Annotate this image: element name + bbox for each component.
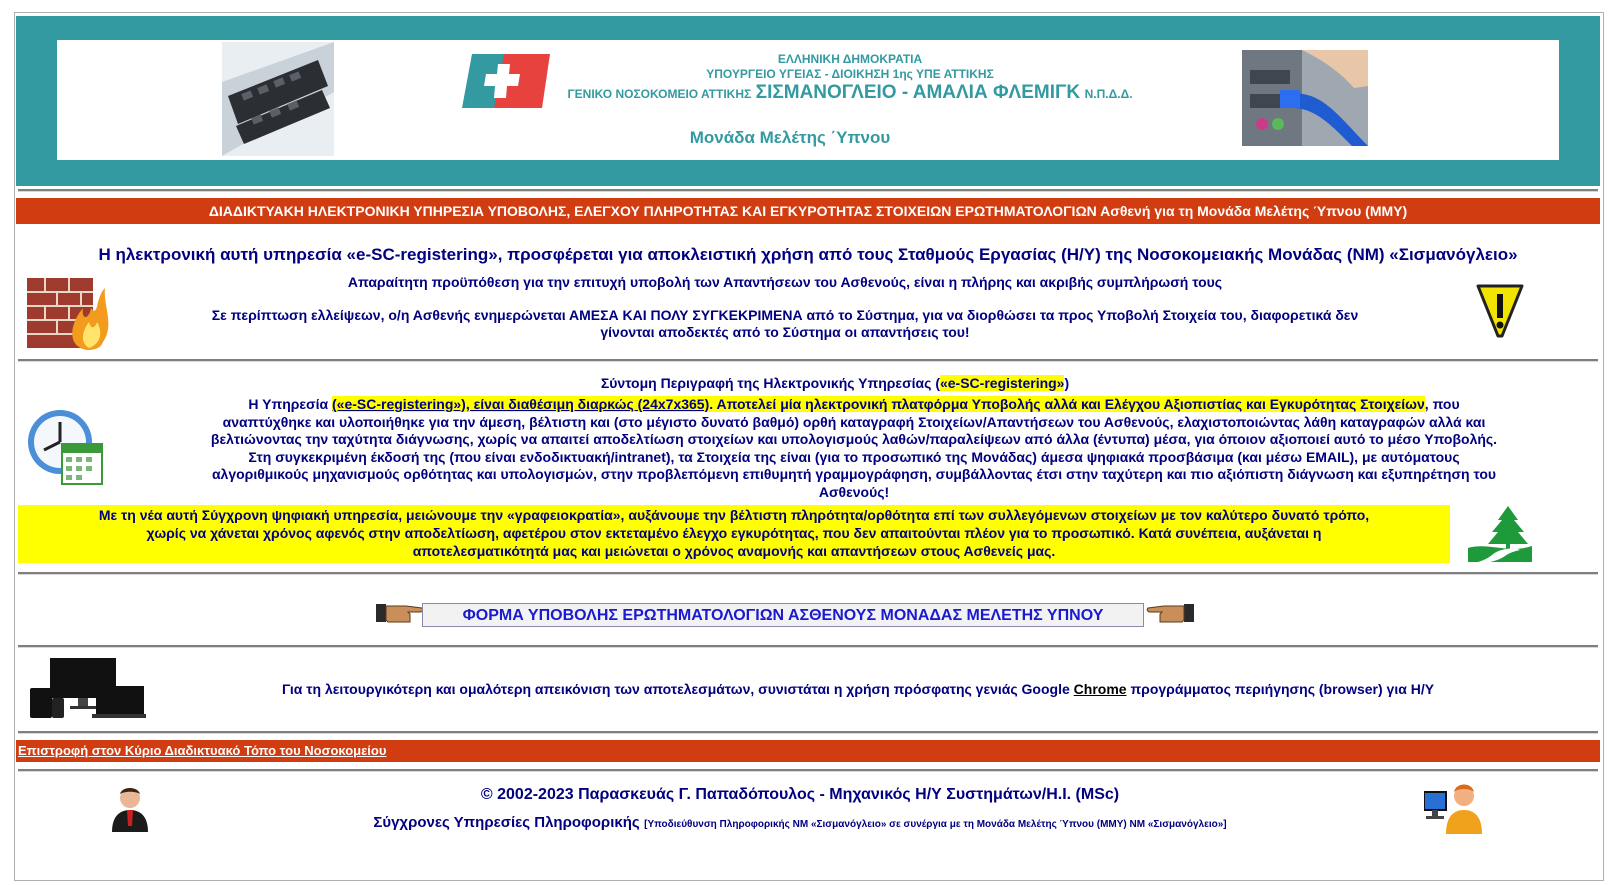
desc-p1-prefix: Η Υπηρεσία (248, 396, 333, 412)
divider (18, 189, 1598, 192)
desc-body (108, 396, 1600, 501)
header-line2: ΥΠΟΥΡΓΕΙΟ ΥΓΕΙΑΣ - ΔΙΟΙΚΗΣΗ 1ης ΥΠΕ ΑΤΤΙΚΗΣ (706, 67, 994, 81)
desc-line1 (108, 396, 1600, 414)
benefits-line1: Με τη νέα αυτή Σύγχρονη ψηφιακή υπηρεσία, μειώνουμε την «γραφειοκρατία», αυξάνουμε την βέλτιστη πληρότητα/ορθότητα επί των συλλεγόμενων στοιχείων με τον καλύτερο δυνατό τρόπο, (98, 507, 1370, 523)
network-cable-image (1242, 50, 1368, 146)
intro-line2a: Σε περίπτωση ελλείψεων, ο/η Ασθενής ενημερώνεται ΑΜΕΣΑ ΚΑΙ ΠΟΛΥ ΣΥΓΚΕΚΡΙΜΕΝΑ από το Σύστημα, για να διορθώσει τα προς Υποβολή Στοιχεία του, διαφορετικά δεν (211, 307, 1359, 323)
desc-line5: αλγοριθμικούς μηχανισμούς ορθότητας και υπολογισμών, στην προβλεπόμενη επιθυμητή γραμμογράφηση, συμβάλλοντας έτσι στην ταχύτερη και πιο αξιόπιστη διάγνωση και εξυπηρέτηση του (211, 466, 1497, 482)
desc-title-suffix: ) (1064, 375, 1070, 391)
browser-note-suffix: προγράμματος περιήγησης (browser) για Η/Υ (1126, 681, 1435, 697)
footer-services (200, 814, 1400, 832)
pointing-hand-left-icon (1146, 600, 1194, 626)
unit-title: Μονάδα Μελέτης ΄Υπνου (689, 128, 891, 147)
desc-title-highlight: «e-SC-registering» (939, 375, 1065, 391)
intro-line2 (130, 307, 1440, 341)
header-text (560, 52, 1140, 105)
desc-p1-rest: , που (1424, 396, 1460, 412)
header-line3-prefix: ΓΕΝΙΚΟ ΝΟΣΟΚΟΜΕΙΟ ΑΤΤΙΚΗΣ (567, 87, 752, 101)
desc-line2: αναπτύχθηκε και υλοποιήθηκε για την άμεση, βέλτιστη και (στο μέγιστο δυνατό βαθμό) ορθή καταγραφή Στοιχείων/Απαντήσεων του Ασθενούς, ελαχιστοποιώντας λάθη καταγραφών αλλά και (222, 413, 1486, 430)
intro-line1: Απαραίτητη προϋπόθεση για την επιτυχή υποβολή των Απαντήσεων του Ασθενούς, είναι η πλήρης και ακριβής συμπλήρωσή τους (347, 274, 1223, 290)
browser-note (160, 681, 1556, 697)
header-top-bar (16, 16, 1600, 40)
return-home-link[interactable]: Επιστροφή στον Κύριο Διαδικτυακό Τόπο του Νοσοκομείου (18, 743, 387, 758)
desc-line4: Στη συγκεκριμένη έκδοσή της (που είναι ενδοδικτυακή/intranet), τα Στοιχεία της είναι (για το προσωπικό της Μονάδας) άμεσα ψηφιακά προσβάσιμα (και μέσω EMAIL), με αυτόματους (248, 448, 1460, 465)
hospital-logo-icon (458, 50, 554, 112)
divider (18, 572, 1598, 575)
desc-line6: Ασθενούς! (818, 483, 890, 500)
intro-headline: Η ηλεκτρονική αυτή υπηρεσία «e-SC-registering», προσφέρεται για αποκλειστική χρήση από τους Σταθμούς Εργασίας (Η/Υ) της Νοσοκομειακής Μονάδας (ΝΜ) «Σισμανόγλειο» (98, 245, 1518, 264)
benefits-box (18, 505, 1450, 563)
desc-title (110, 375, 1560, 391)
divider (18, 359, 1598, 362)
divider (18, 645, 1598, 648)
intro-line2b: γίνονται αποδεκτές από το Σύστημα οι απαντήσεις του! (600, 324, 970, 340)
tree-road-icon (1468, 506, 1532, 562)
services-label: Σύγχρονες Υπηρεσίες Πληροφορικής (373, 814, 640, 831)
desc-p1-highlight: . Αποτελεί μία ηλεκτρονική πλατφόρμα Υποβολής αλλά και Ελέγχου Αξιοπιστίας και Εγκυρότητας Στοιχείων (709, 396, 1425, 412)
browser-note-prefix: Για τη λειτουργικότερη και ομαλότερη απεικόνιση των αποτελεσμάτων, συνιστάται η χρήση πρόσφατης γενιάς Google (281, 681, 1074, 697)
keyboard-image (222, 42, 334, 156)
benefits-line2: χωρίς να χάνεται χρόνος αφενός στην αποδελτίωση, αφετέρου στον εκτεταμένο έλεγχο εγκυρότητας, που δεν απαιτούνται πλέον για το προσωπικό. Κατά συνέπεια, αυξάνεται η (146, 525, 1322, 541)
chrome-link[interactable]: Chrome (1073, 681, 1127, 697)
services-note: [Υποδιεύθυνση Πληροφορικής ΝΜ «Σισμανόγλειο» σε συνέργια με τη Μονάδα Μελέτης Ύπνου (ΜΜΥ) ΝΜ «Σισμανόγλειο»] (644, 819, 1227, 830)
copyright: © 2002-2023 Παρασκευάς Γ. Παπαδόπουλος - Μηχανικός Η/Υ Συστημάτων/Η.Ι. (MSc) (480, 786, 1120, 803)
firewall-icon (25, 268, 109, 352)
pointing-hand-right-icon (376, 600, 424, 626)
header-line3 (560, 82, 1140, 105)
computer-user-icon (1424, 782, 1482, 834)
desc-title-prefix: Σύντομη Περιγραφή της Ηλεκτρονικής Υπηρεσίας ( (600, 375, 940, 391)
warning-icon (1474, 282, 1526, 338)
questionnaire-form-button[interactable]: ΦΟΡΜΑ ΥΠΟΒΟΛΗΣ ΕΡΩΤΗΜΑΤΟΛΟΓΙΩΝ ΑΣΘΕΝΟΥΣ ΜΟΝΑΔΑΣ ΜΕΛΕΤΗΣ ΥΠΝΟΥ (422, 603, 1144, 627)
devices-icon (30, 658, 146, 720)
return-bar (16, 740, 1600, 762)
hospital-name: ΣΙΣΜΑΝΟΓΛΕΙΟ - ΑΜΑΛΙΑ ΦΛΕΜΙΓΚ (755, 82, 1081, 103)
desc-p1-highlight-underlined: («e-SC-registering»), είναι διαθέσιμη διαρκώς (24x7x365) (332, 396, 710, 412)
header-line3-suffix: Ν.Π.Δ.Δ. (1084, 87, 1133, 101)
header-line1: ΕΛΛΗΝΙΚΗ ΔΗΜΟΚΡΑΤΙΑ (777, 52, 923, 66)
divider (18, 731, 1598, 734)
person-icon (110, 786, 150, 832)
divider (18, 769, 1598, 772)
header-bottom-bar (16, 160, 1600, 186)
desc-line3: βελτιώνοντας την ταχύτητα διάγνωσης, χωρίς να απαιτεί αποδελτίωση στοιχείων και υπολογισμούς λαθών/παραλείψεων από άλλα (έντυπα) μέσα, για όποιον αξιοποιεί αυτό το μέσο Υποβολής. (210, 431, 1498, 447)
benefits-line3: αποτελεσματικότητά μας και μειώνεται ο χρόνος αναμονής και απαντήσεων στους Ασθενείς μας. (412, 543, 1056, 559)
clock-calendar-icon (26, 406, 106, 486)
service-title-bar: ΔΙΑΔΙΚΤΥΑΚΗ ΗΛΕΚΤΡΟΝΙΚΗ ΥΠΗΡΕΣΙΑ ΥΠΟΒΟΛΗΣ, ΕΛΕΓΧΟΥ ΠΛΗΡΟΤΗΤΑΣ ΚΑΙ ΕΓΚΥΡΟΤΗΤΑΣ ΣΤΟΙΧΕΙΩΝ ΕΡΩΤΗΜΑΤΟΛΟΓΙΩΝ Ασθενή για τη Μονάδα Μελέτης Ύπνου (ΜΜΥ) (16, 198, 1600, 224)
